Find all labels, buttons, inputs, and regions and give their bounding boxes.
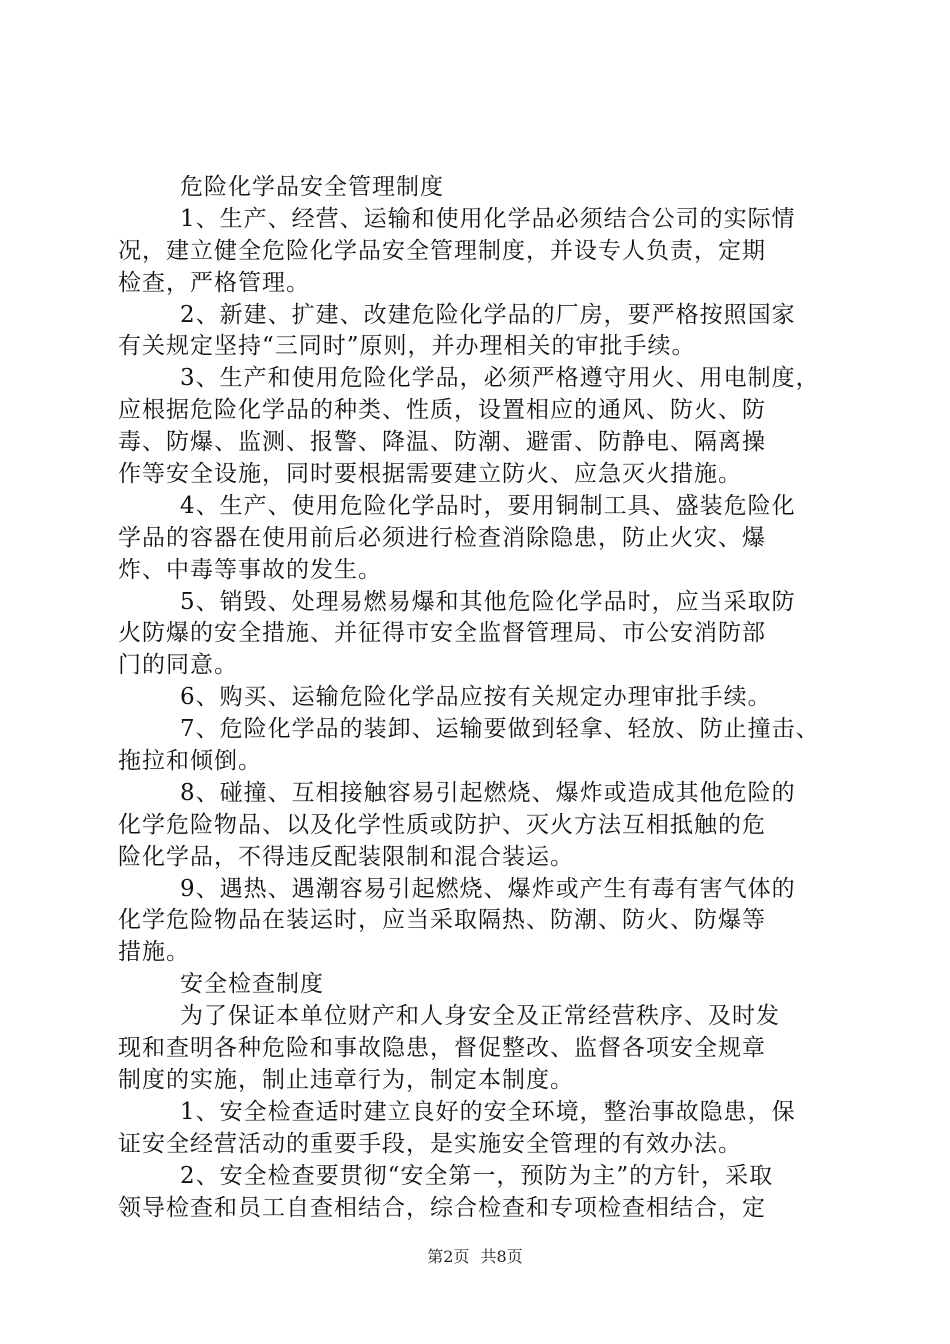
text-line: 7、危险化学品的装卸、运输要做到轻拿、轻放、防止撞击、	[180, 716, 820, 743]
text-line: 6、购买、运输危险化学品应按有关规定办理审批手续。	[180, 684, 772, 711]
text-line: 5、销毁、处理易燃易爆和其他危险化学品时，应当采取防	[180, 588, 796, 615]
text-line: 1、安全检查适时建立良好的安全环境，整治事故隐患，保	[180, 1098, 796, 1125]
text-line: 8、碰撞、互相接触容易引起燃烧、爆炸或造成其他危险的	[180, 779, 796, 806]
text-line: 况，建立健全危险化学品安全管理制度，并设专人负责，定期	[118, 237, 766, 264]
text-line: 应根据危险化学品的种类、性质，设置相应的通风、防火、防	[118, 397, 766, 424]
text-line: 安全检查制度	[180, 971, 324, 998]
page-total: 共8页	[480, 1247, 523, 1266]
text-line: 1、生产、经营、运输和使用化学品必须结合公司的实际情	[180, 205, 796, 232]
text-line: 作等安全设施，同时要根据需要建立防火、应急灭火措施。	[118, 461, 742, 488]
text-line: 2、新建、扩建、改建危险化学品的厂房，要严格按照国家	[180, 301, 796, 328]
text-line: 措施。	[118, 939, 190, 966]
text-line: 证安全经营活动的重要手段，是实施安全管理的有效办法。	[118, 1130, 742, 1157]
text-line: 化学危险物品、以及化学性质或防护、灭火方法互相抵触的危	[118, 811, 766, 838]
document-body	[118, 172, 830, 1224]
text-line: 危险化学品安全管理制度	[180, 174, 444, 200]
text-line: 为了保证本单位财产和人身安全及正常经营秩序、及时发	[180, 1003, 780, 1030]
text-line: 化学危险物品在装运时，应当采取隔热、防潮、防火、防爆等	[118, 907, 766, 934]
text-line: 炸、中毒等事故的发生。	[118, 556, 382, 583]
page-number: 第2页	[427, 1247, 470, 1266]
text-line: 制度的实施，制止违章行为，制定本制度。	[118, 1066, 574, 1093]
text-line: 有关规定坚持“三同时”原则，并办理相关的审批手续。	[118, 333, 696, 360]
text-line: 险化学品，不得违反配装限制和混合装运。	[118, 843, 574, 870]
text-line: 检查，严格管理。	[118, 269, 310, 296]
text-line: 现和查明各种危险和事故隐患，督促整改、监督各项安全规章	[118, 1035, 766, 1062]
text-line: 门的同意。	[118, 652, 238, 679]
page-footer	[0, 1247, 950, 1267]
text-line: 拖拉和倾倒。	[118, 748, 262, 775]
text-line: 3、生产和使用危险化学品，必须严格遵守用火、用电制度，	[180, 365, 820, 392]
text-line: 2、安全检查要贯彻“安全第一，预防为主”的方针，采取	[180, 1162, 774, 1189]
text-line: 学品的容器在使用前后必须进行检查消除隐患，防止火灾、爆	[118, 524, 766, 551]
text-line: 4、生产、使用危险化学品时，要用铜制工具、盛装危险化	[180, 492, 796, 519]
text-line: 领导检查和员工自查相结合，综合检查和专项检查相结合，定	[118, 1194, 766, 1221]
text-line: 毒、防爆、监测、报警、降温、防潮、避雷、防静电、隔离操	[118, 429, 766, 456]
text-line: 火防爆的安全措施、并征得市安全监督管理局、市公安消防部	[118, 620, 766, 647]
text-line: 9、遇热、遇潮容易引起燃烧、爆炸或产生有毒有害气体的	[180, 875, 796, 902]
